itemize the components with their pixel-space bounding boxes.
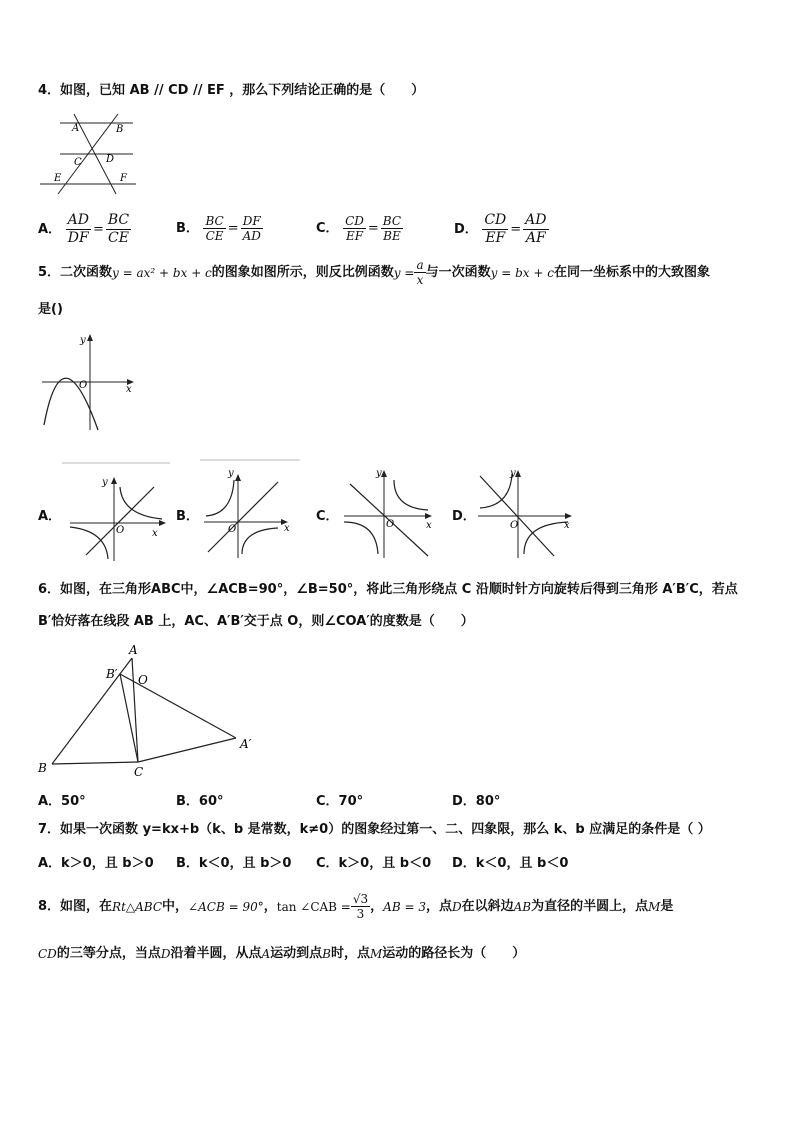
q7-option-d[interactable]: D．k＜0，且 b＜0 [452,856,569,871]
q4-label-a: A [72,123,80,134]
q8-stem-line2: CD 的三等分点，当点 D 沿着半圆，从点 A 运动到点 B 时，点 M 运动的路径长为（ ） [38,946,526,961]
x-label: x [152,528,158,539]
fraction: $\frac{a}{x}$ [416,258,424,287]
q6-label-a-prime: A′ [240,737,252,751]
q4-label-d: D [106,154,115,165]
q5-option-a-graph [62,461,172,565]
q6-option-b[interactable]: B．60° [176,794,224,809]
q5-y-label: y [80,335,86,346]
q8-stem-line1: 8．如图，在 Rt△ABC 中， ∠ACB = 90° ， tan ∠CAB = $\frac{√3}{3}$ ， AB = 3 ，点 D 在以斜边 AB 为直径的半圆上，点 M 是 [38,892,674,921]
q5-option-a[interactable]: A． [38,509,62,524]
fraction: $\frac{CD}{EF}$ [345,214,364,243]
q4-option-letter: C． [316,221,339,236]
x-label: x [564,520,570,531]
q4-option-letter: D． [454,222,478,237]
q4-label-c: C [74,157,82,168]
q5-option-d[interactable]: D． [452,509,476,524]
q7-option-c[interactable]: C．k＞0，且 b＜0 [316,856,432,871]
q4-label-f: F [120,173,127,184]
origin-label: O [386,519,395,530]
q4-label-e: E [54,173,62,184]
q6-label-b: B [38,761,47,775]
fraction: $\frac{BC}{CE}$ [107,212,130,246]
q5-x-label: x [126,384,132,395]
q5-option-b-graph [198,458,302,562]
q4-option-letter: B． [176,221,199,236]
q4-figure [38,112,138,196]
q4-option-b[interactable]: B． $\frac{BC}{CE}$ = $\frac{DF}{AD}$ [176,214,261,243]
q4-option-d[interactable]: D． $\frac{CD}{EF}$ = $\frac{AD}{AF}$ [454,212,547,246]
x-label: x [284,523,290,534]
origin-label: O [228,524,237,535]
origin-label: O [510,520,519,531]
fraction: $\frac{DF}{AD}$ [242,214,261,243]
q7-option-a[interactable]: A．k＞0，且 b＞0 [38,856,154,871]
q6-label-c: C [134,765,144,779]
q5-option-c-graph [338,462,442,562]
q6-option-c[interactable]: C．70° [316,794,364,809]
y-label: y [102,477,108,488]
q5-stem-line2: 是() [38,302,63,317]
q6-label-o: O [138,673,148,687]
y-label: y [376,468,382,479]
fraction: $\frac{√3}{3}$ [352,892,369,921]
q6-label-b-prime: B′ [106,667,118,681]
y-label: y [228,468,234,479]
q5-option-c[interactable]: C． [316,509,339,524]
q4-stem: 4．如图，已知 AB // CD // EF ，那么下列结论正确的是（ ） [38,83,425,98]
q6-option-d[interactable]: D．80° [452,794,501,809]
q5-origin-label: O [79,380,88,391]
q5-stem: 5．二次函数 y = ax² + bx + c 的图象如图所示，则反比例函数 y = $\frac{a}{x}$ 与一次函数 y = bx + c 在同一坐标系中的大致图象 [38,258,710,287]
q5-parabola-figure [38,330,138,436]
q4-label-b: B [116,124,124,135]
q6-stem-line2: B′恰好落在线段 AB 上，AC、A′B′交于点 O，则∠COA′的度数是（ ） [38,614,474,629]
x-label: x [426,520,432,531]
q5-option-b[interactable]: B． [176,509,199,524]
fraction: $\frac{CD}{EF}$ [484,212,507,246]
q6-stem-line1: 6．如图，在三角形ABC中，∠ACB=90°，∠B=50°，将此三角形绕点 C 沿顺时针方向旋转后得到三角形 A′B′C，若点 [38,582,738,597]
q7-option-b[interactable]: B．k＜0，且 b＞0 [176,856,292,871]
q6-figure [34,642,264,782]
y-label: y [510,468,516,479]
origin-label: O [116,525,125,536]
fraction: $\frac{AD}{AF}$ [525,212,547,246]
fraction: $\frac{AD}{DF}$ [67,212,89,246]
q7-stem: 7．如果一次函数 y=kx+b（k、b 是常数，k≠0）的图象经过第一、二、四象限，那么 k、b 应满足的条件是（ ） [38,822,711,837]
q6-label-a: A [129,643,138,657]
q6-option-a[interactable]: A．50° [38,794,86,809]
q4-option-letter: A． [38,222,62,237]
fraction: $\frac{BC}{BE}$ [382,214,402,243]
q4-option-a[interactable]: A． $\frac{AD}{DF}$ = $\frac{BC}{CE}$ [38,212,130,246]
q4-option-c[interactable]: C． $\frac{CD}{EF}$ = $\frac{BC}{BE}$ [316,214,402,243]
q5-option-d-graph [472,462,576,562]
fraction: $\frac{BC}{CE}$ [205,214,224,243]
